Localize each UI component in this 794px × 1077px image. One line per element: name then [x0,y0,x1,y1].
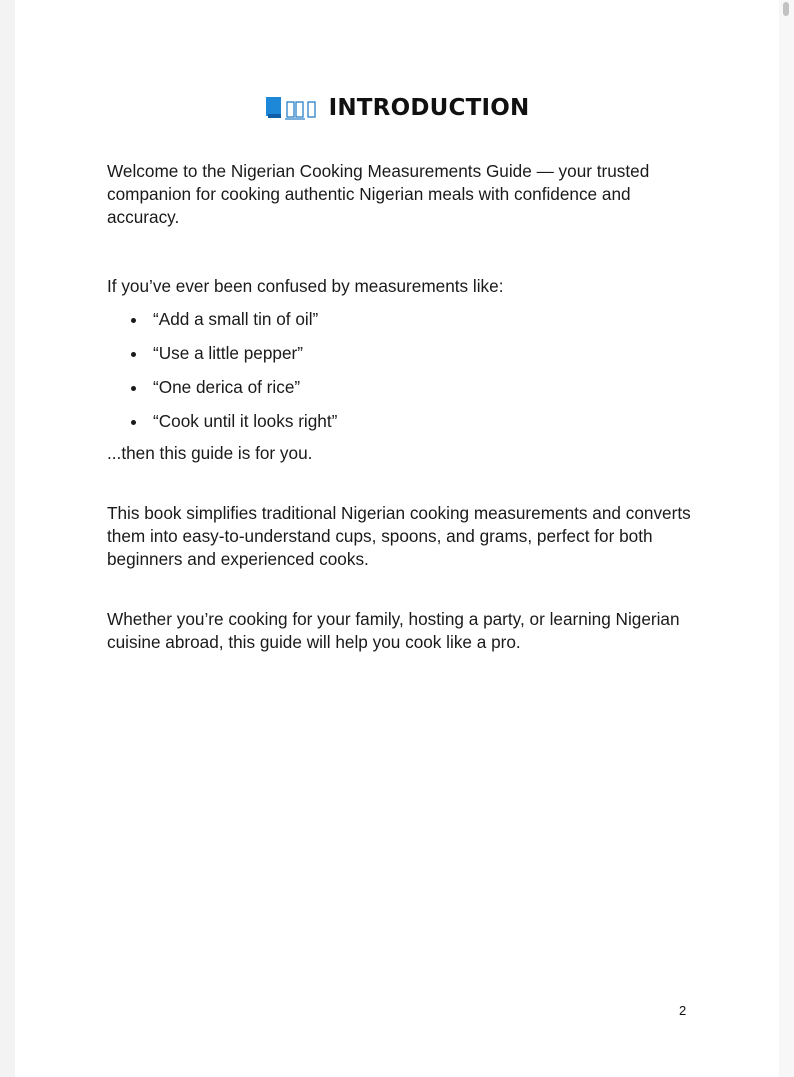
list-item [107,410,697,444]
list-item-text: “One derica of rice” [153,377,301,397]
bullet-icon [131,386,136,391]
document-page [15,0,779,1077]
whether-paragraph: Whether you’re cooking for your family, hosting a party, or learning Nigerian cuisine abroad, this guide will help you cook like a pro. [107,609,680,652]
bullet-icon [131,420,136,425]
simplifies-paragraph: This book simplifies traditional Nigerian cooking measurements and converts them into easy-to-understand cups, spoons, and grams, perfect for both beginners and experienced cooks. [107,503,691,569]
bullet-icon [131,318,136,323]
list-item-text: “Add a small tin of oil” [153,309,319,329]
list-item [107,376,697,410]
intro-body [107,160,697,654]
list-item-text: “Use a little pepper” [153,343,303,363]
vertical-scrollbar[interactable] [779,0,794,1077]
open-book-icon [265,94,321,122]
bullet-icon [131,352,136,357]
examples-list [107,308,697,444]
page-number: 2 [679,1003,687,1018]
list-item-text: “Cook until it looks right” [153,411,338,431]
list-item [107,342,697,376]
scrollbar-thumb[interactable] [783,2,789,16]
confused-paragraph: If you’ve ever been confused by measurements like: [107,276,504,296]
list-item [107,308,697,342]
then-paragraph: ...then this guide is for you. [107,443,313,463]
welcome-paragraph: Welcome to the Nigerian Cooking Measurements Guide — your trusted companion for cooking authentic Nigerian meals with confidence and accuracy. [107,161,650,227]
section-heading [15,94,779,122]
page-title: INTRODUCTION [328,95,530,121]
